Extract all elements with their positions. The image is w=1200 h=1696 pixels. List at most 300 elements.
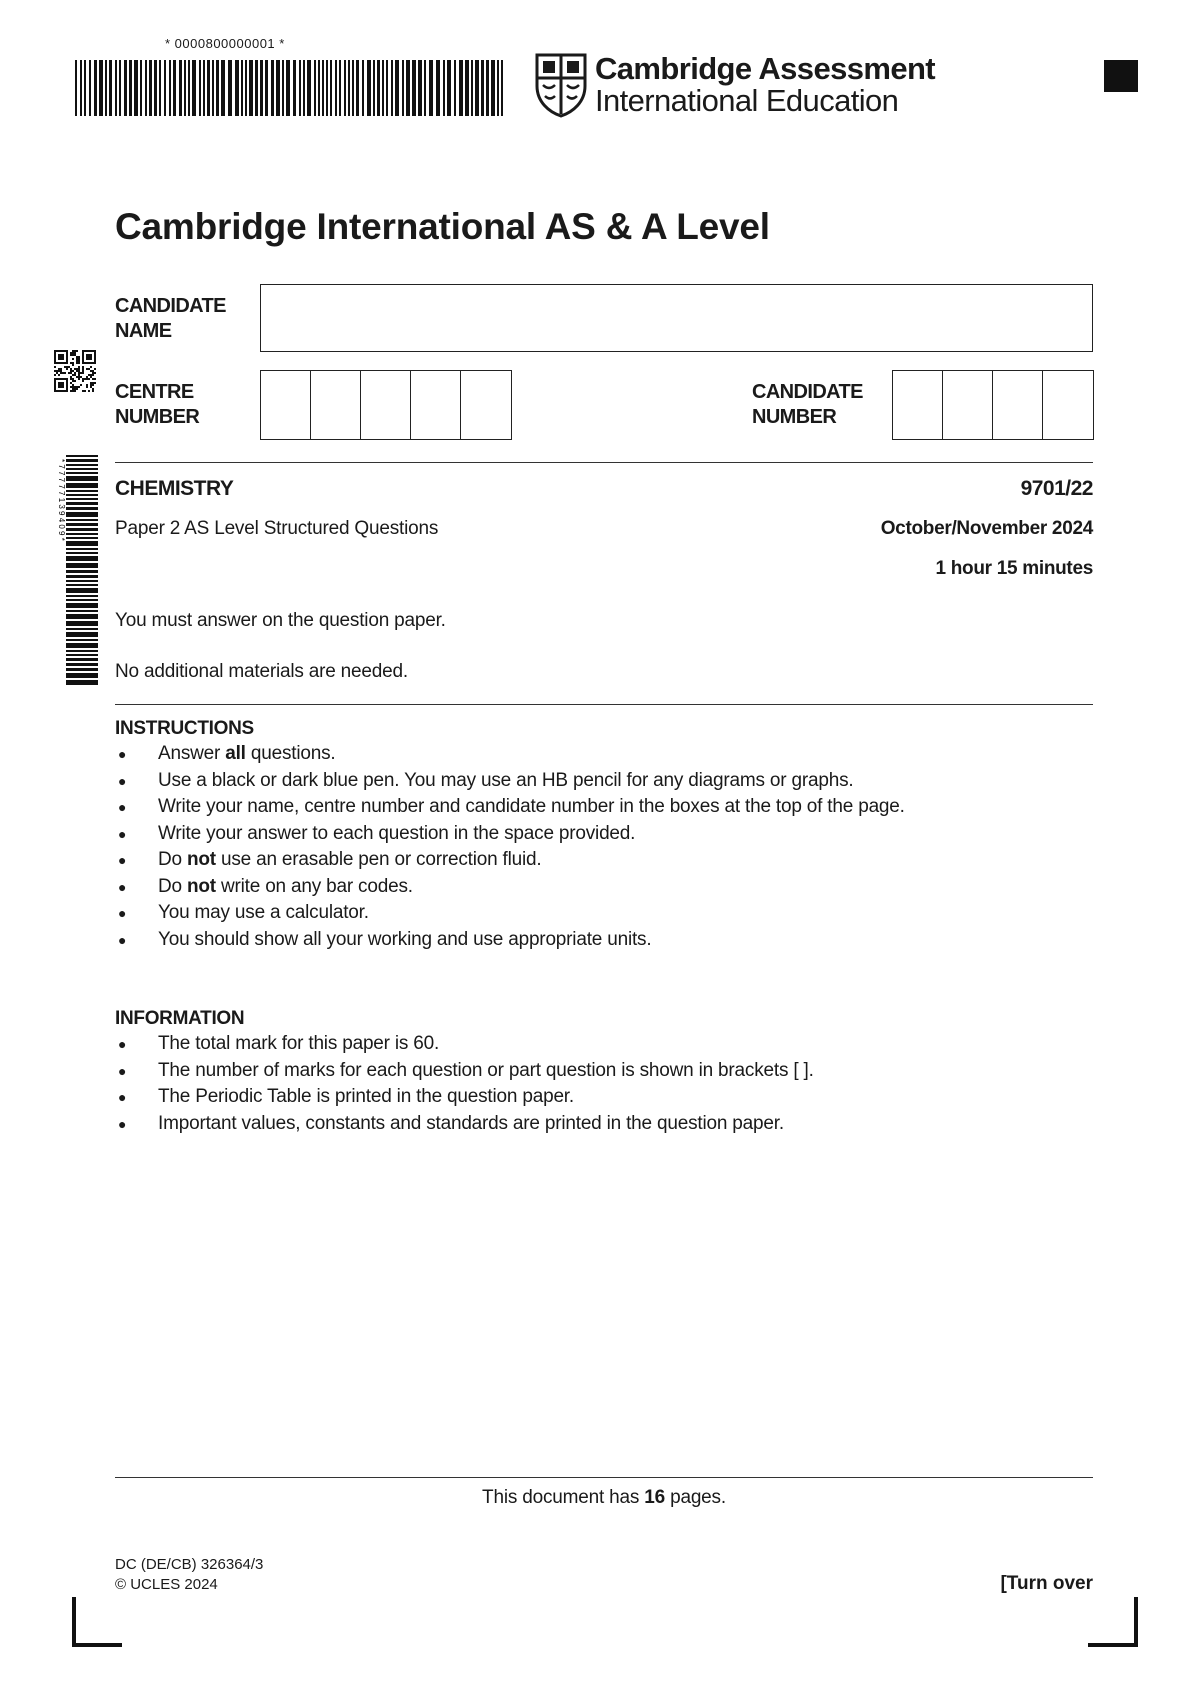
qr-module	[90, 362, 92, 364]
qr-module	[58, 362, 60, 364]
barcode-bar	[115, 60, 117, 116]
qr-module	[74, 368, 76, 370]
barcode-bar	[221, 60, 225, 116]
qr-module	[82, 358, 84, 360]
barcode-bar	[66, 575, 98, 578]
qr-module	[60, 354, 62, 356]
barcode-bar	[164, 60, 166, 116]
qr-module	[84, 350, 86, 352]
instructions-list	[115, 741, 905, 953]
bullet-icon: ●	[118, 825, 127, 842]
information-heading: INFORMATION	[115, 1008, 245, 1029]
qr-module	[86, 368, 88, 370]
qr-module	[70, 390, 72, 392]
barcode-bar	[66, 603, 98, 608]
qr-module	[74, 350, 76, 352]
qr-module	[88, 378, 90, 380]
barcode-bar	[129, 60, 132, 116]
qr-module	[76, 358, 78, 360]
barcode-bar	[159, 60, 161, 116]
bullet-icon: ●	[118, 905, 127, 921]
qr-module	[92, 384, 94, 386]
qr-module	[58, 378, 60, 380]
barcode-bar	[84, 60, 86, 116]
centre-number-label-line1: CENTRE	[115, 381, 194, 403]
qr-module	[66, 368, 68, 370]
instruction-text: write on any bar codes.	[215, 875, 413, 897]
barcode-bar	[188, 60, 190, 116]
qr-module	[62, 390, 64, 392]
qr-module	[74, 372, 76, 374]
barcode-bar	[307, 60, 311, 116]
qr-module	[94, 350, 96, 352]
qr-module	[58, 356, 60, 358]
candidate-name-input[interactable]	[260, 284, 1093, 352]
paper-description: Paper 2 AS Level Structured Questions	[115, 518, 439, 539]
crop-mark-right	[1088, 1597, 1138, 1647]
cambridge-crest-icon	[533, 52, 589, 118]
qr-module	[62, 372, 64, 374]
qr-module	[66, 378, 68, 380]
qr-module	[94, 368, 96, 370]
qr-module	[58, 368, 60, 370]
qr-module	[84, 378, 86, 380]
qr-module	[74, 388, 76, 390]
barcode-bar	[429, 60, 433, 116]
qr-module	[54, 356, 56, 358]
qr-module	[70, 386, 72, 388]
centre-number-digit-box[interactable]	[311, 371, 361, 439]
barcode-bar	[326, 60, 328, 116]
barcode-bar	[105, 60, 107, 116]
qr-module	[88, 362, 90, 364]
qr-module	[72, 378, 74, 380]
barcode-bar	[293, 60, 296, 116]
barcode-number: * 0000800000001 *	[165, 36, 285, 51]
qr-module	[82, 390, 84, 392]
barcode-bar	[318, 60, 320, 116]
qr-module	[94, 358, 96, 360]
qr-module	[60, 382, 62, 384]
qr-module	[82, 372, 84, 374]
qr-module	[80, 384, 82, 386]
qr-module	[78, 370, 80, 372]
barcode-bar	[66, 570, 98, 573]
barcode-bar	[475, 60, 479, 116]
qr-module	[82, 366, 84, 368]
qr-module	[94, 352, 96, 354]
qr-module	[88, 354, 90, 356]
qr-module	[58, 382, 60, 384]
barcode-bar	[356, 60, 359, 116]
barcode-bar	[66, 468, 98, 470]
instruction-text: You should show all your working and use appropriate units.	[158, 928, 652, 950]
qr-module	[78, 376, 80, 378]
barcode-bar	[66, 533, 98, 535]
qr-module	[70, 354, 72, 356]
instruction-item	[115, 794, 905, 821]
qr-module	[58, 350, 60, 352]
qr-module	[54, 366, 56, 368]
barcode-bar	[66, 552, 98, 554]
qr-module	[86, 376, 88, 378]
barcode-bar	[66, 507, 98, 510]
qr-module	[78, 386, 80, 388]
barcode-bar	[406, 60, 410, 116]
barcode-bar	[382, 60, 384, 116]
answer-note: You must answer on the question paper.	[115, 610, 446, 631]
qr-module	[62, 362, 64, 364]
qr-module	[86, 358, 88, 360]
barcode-bar	[443, 60, 445, 116]
barcode-bar	[134, 60, 138, 116]
instruction-item	[115, 927, 905, 954]
qr-module	[72, 354, 74, 356]
barcode-bar	[459, 60, 463, 116]
qr-module	[78, 362, 80, 364]
qr-module	[82, 378, 84, 380]
instructions-heading: INSTRUCTIONS	[115, 718, 254, 739]
barcode-bar	[386, 60, 388, 116]
qr-module	[56, 350, 58, 352]
qr-module	[94, 354, 96, 356]
barcode-bar	[66, 528, 98, 531]
barcode-bar	[66, 632, 98, 637]
qr-module	[64, 366, 66, 368]
barcode-bar	[497, 60, 499, 116]
qr-module	[58, 384, 60, 386]
qr-module	[70, 378, 72, 380]
centre-number-boxes	[260, 370, 512, 440]
candidate-number-digit-box[interactable]	[1043, 371, 1093, 439]
barcode-bar	[89, 60, 91, 116]
bullet-icon: ●	[118, 1115, 127, 1132]
qr-module	[86, 354, 88, 356]
qr-module	[70, 372, 72, 374]
barcode-bar	[66, 459, 98, 462]
instruction-item	[115, 847, 905, 874]
qr-module	[62, 356, 64, 358]
barcode-bar	[99, 60, 103, 116]
qr-module	[58, 358, 60, 360]
subject-title: CHEMISTRY	[115, 477, 234, 500]
qr-module	[70, 382, 72, 384]
document-reference	[115, 1555, 263, 1595]
barcode-bar	[66, 680, 98, 685]
candidate-number-digit-box[interactable]	[893, 371, 943, 439]
qr-module	[54, 354, 56, 356]
instruction-item	[115, 874, 905, 901]
candidate-name-label	[115, 294, 255, 344]
bullet-icon: ●	[118, 1089, 127, 1105]
qr-module	[66, 390, 68, 392]
qr-module	[76, 370, 78, 372]
qr-module	[62, 384, 64, 386]
barcode-bar	[66, 580, 98, 582]
candidate-number-boxes	[892, 370, 1094, 440]
qr-module	[78, 366, 80, 368]
qr-module	[54, 386, 56, 388]
barcode-bar	[255, 60, 258, 116]
qr-module	[92, 362, 94, 364]
qr-module	[60, 350, 62, 352]
barcode-bar	[66, 512, 98, 517]
qr-module	[76, 356, 78, 358]
barcode-bar	[314, 60, 316, 116]
barcode-bar	[271, 60, 274, 116]
barcode-bar	[491, 60, 495, 116]
barcode-bar	[145, 60, 147, 116]
qr-module	[76, 386, 78, 388]
qr-module	[64, 390, 66, 392]
barcode-bar	[373, 60, 375, 116]
barcode-bar	[391, 60, 393, 116]
page-count-note	[0, 1487, 1200, 1509]
bullet-icon: ●	[118, 772, 127, 789]
information-item	[115, 1084, 814, 1111]
instruction-text: not	[186, 875, 216, 897]
qr-module	[82, 362, 84, 364]
barcode-bar	[66, 650, 98, 652]
information-text: Important values, constants and standards are printed in the question paper.	[158, 1112, 784, 1134]
barcode-bar	[249, 60, 253, 116]
qr-module	[60, 386, 62, 388]
barcode-bar	[212, 60, 214, 116]
qr-module	[62, 350, 64, 352]
bullet-icon: ●	[118, 1036, 127, 1052]
instruction-item	[115, 741, 905, 768]
qr-module	[72, 358, 74, 360]
qr-module	[66, 384, 68, 386]
barcode-bar	[66, 673, 98, 678]
qr-module	[56, 378, 58, 380]
barcode-bar	[149, 60, 152, 116]
qr-module	[88, 368, 90, 370]
qr-module	[90, 358, 92, 360]
qr-module	[78, 356, 80, 358]
page-count-text: This document has	[482, 1487, 645, 1508]
barcode-bar	[276, 60, 280, 116]
qr-module	[86, 356, 88, 358]
barcode-bar	[199, 60, 201, 116]
barcode-bar	[169, 60, 171, 116]
qr-code	[54, 350, 96, 392]
qr-module	[62, 358, 64, 360]
barcode-bar	[66, 472, 98, 474]
centre-number-digit-box[interactable]	[261, 371, 311, 439]
barcode-bar	[119, 60, 121, 116]
centre-number-digit-box[interactable]	[411, 371, 461, 439]
qr-module	[80, 372, 82, 374]
barcode-bar	[367, 60, 371, 116]
qr-module	[94, 356, 96, 358]
qr-module	[54, 352, 56, 354]
barcode-bar	[465, 60, 469, 116]
barcode-bar	[454, 60, 456, 116]
barcode-bar	[395, 60, 399, 116]
qr-module	[60, 362, 62, 364]
qr-module	[64, 362, 66, 364]
barcode-bar	[154, 60, 157, 116]
centre-number-digit-box[interactable]	[361, 371, 411, 439]
qr-module	[92, 382, 94, 384]
qr-module	[78, 368, 80, 370]
instruction-text: Write your answer to each question in the space provided.	[158, 822, 636, 844]
barcode-bar	[66, 654, 98, 656]
page-title: Cambridge International AS & A Level	[115, 206, 770, 247]
qr-module	[74, 354, 76, 356]
barcode-bar	[241, 60, 243, 116]
qr-module	[88, 390, 90, 392]
qr-module	[72, 374, 74, 376]
qr-module	[60, 372, 62, 374]
cambridge-logo	[533, 51, 936, 118]
barcode-bar	[94, 60, 97, 116]
qr-module	[90, 356, 92, 358]
qr-module	[72, 388, 74, 390]
bullet-icon: ●	[118, 931, 127, 948]
qr-module	[72, 386, 74, 388]
qr-module	[54, 358, 56, 360]
barcode-bar	[486, 60, 489, 116]
exam-session: October/November 2024	[880, 518, 1093, 539]
instruction-item	[115, 900, 905, 927]
qr-module	[92, 370, 94, 372]
instruction-text: questions.	[245, 743, 336, 764]
qr-module	[54, 390, 56, 392]
candidate-number-label	[752, 380, 892, 430]
page-count-number: 16	[644, 1487, 665, 1508]
qr-module	[90, 350, 92, 352]
qr-module	[66, 388, 68, 390]
barcode-bar	[352, 60, 354, 116]
barcode-bar	[66, 476, 98, 481]
barcode-bar	[344, 60, 346, 116]
qr-module	[76, 362, 78, 364]
qr-module	[74, 386, 76, 388]
qr-module	[54, 360, 56, 362]
logo-line-1: Cambridge Assessment	[595, 51, 936, 86]
crop-mark-left	[72, 1597, 122, 1647]
qr-module	[58, 390, 60, 392]
barcode-bar	[66, 494, 98, 496]
qr-module	[54, 370, 56, 372]
bullet-icon: ●	[118, 852, 127, 868]
barcode-bar	[66, 610, 98, 612]
qr-module	[60, 358, 62, 360]
qr-module	[54, 378, 56, 380]
qr-module	[92, 372, 94, 374]
qr-module	[70, 368, 72, 370]
qr-module	[92, 388, 94, 390]
barcode-bar	[203, 60, 205, 116]
barcode-bar	[377, 60, 380, 116]
qr-module	[82, 356, 84, 358]
barcode-bar	[447, 60, 451, 116]
qr-module	[82, 352, 84, 354]
qr-module	[86, 350, 88, 352]
qr-module	[76, 368, 78, 370]
doc-ref-code: DC (DE/CB) 326364/3	[115, 1556, 264, 1573]
barcode-bar	[412, 60, 416, 116]
candidate-number-digit-box[interactable]	[943, 371, 993, 439]
barcode-bar	[179, 60, 182, 116]
information-text: The number of marks for each question or part question is shown in brackets [ ].	[158, 1059, 814, 1081]
qr-module	[74, 352, 76, 354]
barcode-bar	[402, 60, 404, 116]
top-barcode	[75, 60, 503, 116]
qr-module	[56, 390, 58, 392]
barcode-bar	[436, 60, 440, 116]
qr-module	[66, 382, 68, 384]
qr-module	[94, 360, 96, 362]
qr-module	[90, 386, 92, 388]
qr-module	[82, 370, 84, 372]
candidate-number-label-line1: CANDIDATE	[752, 381, 863, 403]
barcode-bar	[124, 60, 127, 116]
qr-module	[80, 376, 82, 378]
qr-module	[64, 350, 66, 352]
information-item	[115, 1031, 814, 1058]
qr-module	[72, 352, 74, 354]
centre-number-digit-box[interactable]	[461, 371, 511, 439]
qr-module	[94, 362, 96, 364]
qr-module	[94, 372, 96, 374]
centre-number-label	[115, 380, 255, 430]
qr-module	[66, 362, 68, 364]
barcode-bar	[245, 60, 247, 116]
barcode-bar	[286, 60, 290, 116]
qr-module	[56, 370, 58, 372]
instruction-text: You may use a calculator.	[158, 902, 369, 923]
qr-module	[66, 352, 68, 354]
divider	[115, 1477, 1093, 1478]
side-barcode-digits: * 7 7 7 7 7 1 3 9 4 0 9 *	[57, 459, 66, 541]
instruction-text: all	[225, 743, 246, 764]
qr-module	[92, 378, 94, 380]
barcode-bar	[260, 60, 263, 116]
barcode-bar	[184, 60, 186, 116]
qr-module	[78, 360, 80, 362]
barcode-bar	[66, 548, 98, 550]
qr-module	[72, 350, 74, 352]
instruction-text: Write your name, centre number and candidate number in the boxes at the top of the page.	[158, 796, 905, 817]
qr-module	[86, 362, 88, 364]
barcode-bar	[330, 60, 332, 116]
barcode-bar	[362, 60, 364, 116]
qr-module	[82, 350, 84, 352]
barcode-bar	[66, 537, 98, 539]
candidate-name-label-line1: CANDIDATE	[115, 295, 226, 317]
qr-module	[64, 372, 66, 374]
barcode-bar	[66, 541, 98, 546]
qr-module	[78, 378, 80, 380]
barcode-bar	[66, 523, 98, 526]
qr-module	[54, 362, 56, 364]
qr-module	[84, 362, 86, 364]
barcode-bar	[322, 60, 324, 116]
candidate-number-digit-box[interactable]	[993, 371, 1043, 439]
copyright: © UCLES 2024	[115, 1576, 218, 1593]
barcode-bar	[471, 60, 473, 116]
qr-module	[76, 388, 78, 390]
bullet-icon: ●	[118, 1062, 127, 1079]
barcode-bar	[66, 584, 98, 586]
qr-module	[90, 376, 92, 378]
qr-module	[70, 362, 72, 364]
side-barcode	[56, 455, 98, 685]
qr-module	[66, 356, 68, 358]
